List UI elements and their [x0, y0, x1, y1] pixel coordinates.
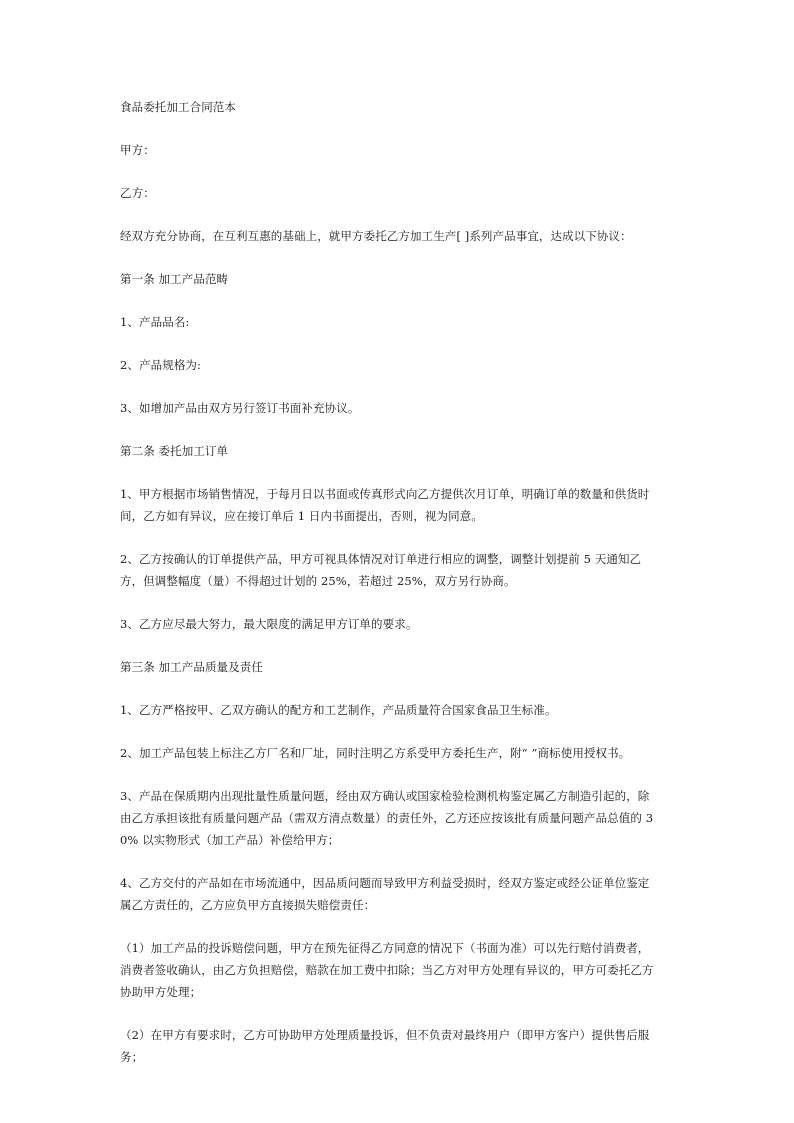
party-a-label: 甲方： — [120, 143, 155, 157]
article-2-item: 1、甲方根据市场销售情况，于每月日以书面或传真形式向乙方提供次月订单，明确订单的数量和供货时间，乙方如有异议，应在接订单后 1 日内书面提出，否则，视为同意。 — [120, 487, 650, 523]
document-body — [120, 96, 660, 1089]
article-3-item: 3、产品在保质期内出现批量性质量问题，经由双方确认或国家检验检测机构鉴定属乙方制造引起的，除由乙方承担该批有质量问题产品（需双方清点数量）的责任外，乙方还应按该批有质量问题产品总值的 30% 以实物形式（加工产品）补偿给甲方； — [120, 789, 654, 847]
article-3-subitem: （1）加工产品的投诉赔偿问题，甲方在预先征得乙方同意的情况下（书面为准）可以先行赔付消费者，消费者签收确认，由乙方负担赔偿，赔款在加工费中扣除；当乙方对甲方处理有异议的，甲方可委托乙方协助甲方处理； — [120, 941, 654, 999]
document-title: 食品委托加工合同范本 — [120, 100, 236, 114]
article-3-item: 4、乙方交付的产品如在市场流通中，因品质问题而导致甲方利益受损时，经双方鉴定或经公证单位鉴定属乙方责任的，乙方应负甲方直接损失赔偿责任： — [120, 876, 650, 912]
intro-paragraph: 经双方充分协商，在互利互惠的基础上，就甲方委托乙方加工生产[ ]系列产品事宜，达成以下协议： — [120, 229, 632, 243]
article-2-heading: 第二条 委托加工订单 — [120, 444, 229, 458]
article-1-item: 2、产品规格为: — [120, 358, 201, 372]
article-1-item: 1、产品品名: — [120, 315, 190, 329]
article-1-item: 3、如增加产品由双方另行签订书面补充协议。 — [120, 401, 360, 415]
article-2-item: 2、乙方按确认的订单提供产品，甲方可视具体情况对订单进行相应的调整，调整计划提前 5 天通知乙方，但调整幅度（量）不得超过计划的 25%，若超过 25%，双方另行协商。 — [120, 552, 642, 588]
article-3-heading: 第三条 加工产品质量及责任 — [120, 660, 263, 674]
article-3-item: 2、加工产品包装上标注乙方厂名和厂址，同时注明乙方系受甲方委托生产，附“ ”商标使用授权书。 — [120, 746, 631, 760]
article-1-heading: 第一条 加工产品范畴 — [120, 272, 229, 286]
article-2-item: 3、乙方应尽最大努力，最大限度的满足甲方订单的要求。 — [120, 617, 418, 631]
party-b-label: 乙方： — [120, 186, 155, 200]
article-3-item: 1、乙方严格按甲、乙双方确认的配方和工艺制作，产品质量符合国家食品卫生标准。 — [120, 703, 557, 717]
article-3-subitem: （2）在甲方有要求时，乙方可协助甲方处理质量投诉，但不负责对最终用户（即甲方客户）提供售后服务； — [120, 1028, 650, 1064]
